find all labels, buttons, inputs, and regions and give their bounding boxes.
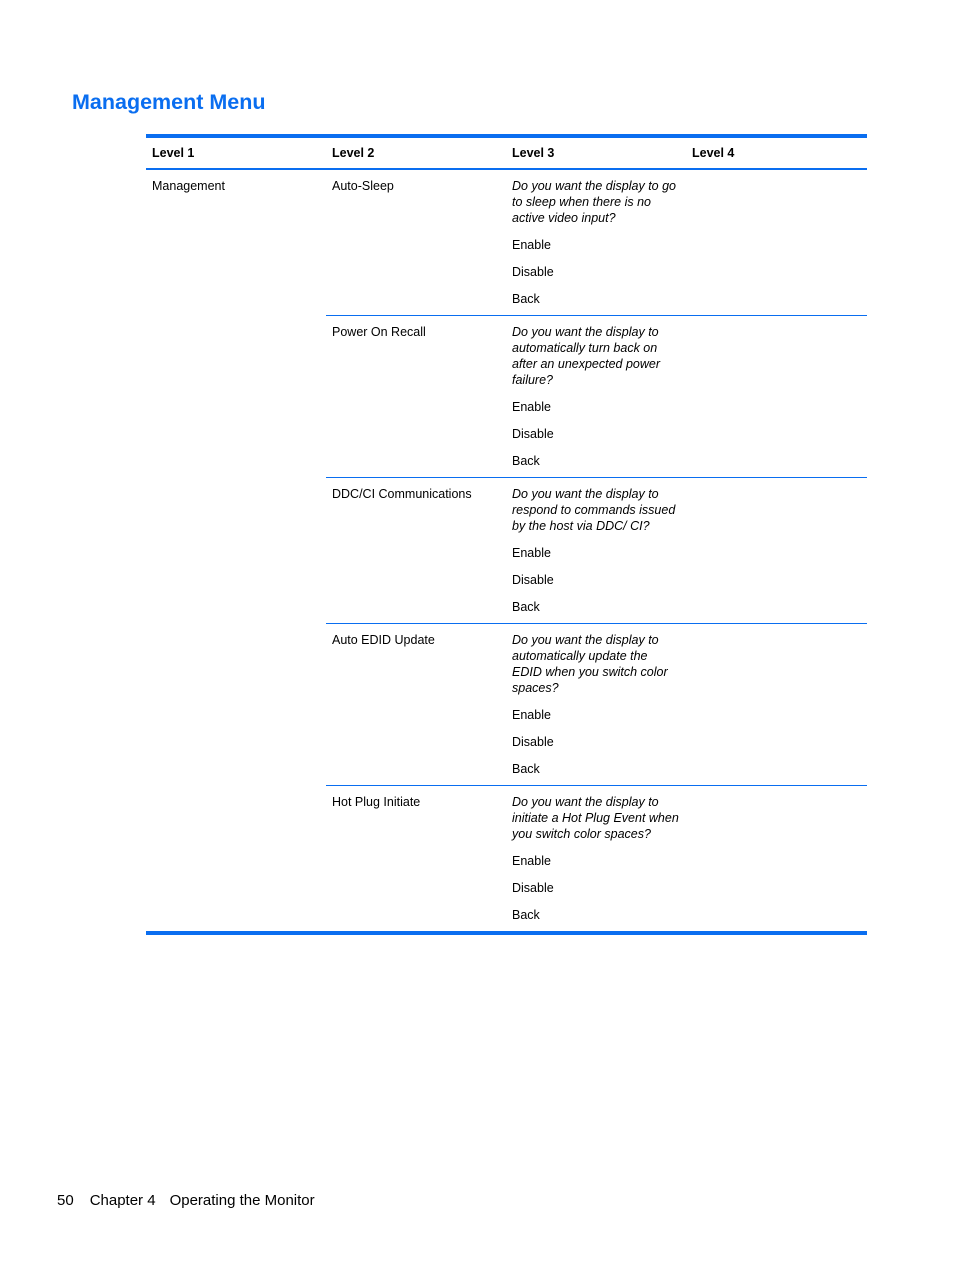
option-back: Back — [512, 454, 540, 468]
setting-question: Do you want the display to automatically update the EDID when you switch color spaces? — [512, 633, 668, 695]
option-enable: Enable — [512, 238, 551, 252]
option-disable: Disable — [512, 427, 554, 441]
level3-cell — [506, 316, 686, 477]
header-level-2: Level 2 — [332, 146, 375, 160]
table-header — [146, 138, 867, 170]
option-enable: Enable — [512, 400, 551, 414]
chapter-title: Operating the Monitor — [169, 1192, 315, 1209]
level2-rows — [326, 170, 867, 931]
option-disable: Disable — [512, 735, 554, 749]
level4-cell — [686, 478, 867, 623]
page-footer — [57, 1192, 331, 1209]
level4-cell — [686, 624, 867, 785]
header-level-1: Level 1 — [152, 146, 195, 160]
level4-cell — [686, 786, 867, 931]
level3-cell — [506, 170, 686, 315]
level2-cell: Auto-Sleep — [332, 179, 394, 193]
setting-question: Do you want the display to go to sleep when there is no active video input? — [512, 179, 676, 225]
option-back: Back — [512, 908, 540, 922]
level3-cell — [506, 786, 686, 931]
setting-question: Do you want the display to initiate a Hot Plug Event when you switch color spaces? — [512, 795, 679, 841]
page-title: Management Menu — [72, 90, 266, 114]
option-back: Back — [512, 762, 540, 776]
option-disable: Disable — [512, 881, 554, 895]
option-back: Back — [512, 292, 540, 306]
level2-cell: Power On Recall — [332, 325, 426, 339]
table-row — [326, 477, 867, 623]
level2-cell: Auto EDID Update — [332, 633, 435, 647]
page-number: 50 — [57, 1192, 74, 1209]
option-back: Back — [512, 600, 540, 614]
level4-cell — [686, 316, 867, 477]
table-body — [146, 170, 867, 931]
option-disable: Disable — [512, 573, 554, 587]
level4-cell — [686, 170, 867, 315]
table-row — [326, 623, 867, 785]
level3-cell — [506, 478, 686, 623]
setting-question: Do you want the display to automatically turn back on after an unexpected power failure? — [512, 325, 661, 387]
table-row — [326, 785, 867, 931]
table-row — [326, 170, 867, 315]
header-level-3: Level 3 — [512, 146, 555, 160]
level2-cell: DDC/CI Communications — [332, 487, 472, 501]
level1-cell: Management — [152, 179, 225, 193]
option-enable: Enable — [512, 854, 551, 868]
header-level-4: Level 4 — [692, 146, 735, 160]
level2-cell: Hot Plug Initiate — [332, 795, 421, 809]
setting-question: Do you want the display to respond to commands issued by the host via DDC/ CI? — [512, 487, 676, 533]
chapter-label: Chapter 4 — [89, 1192, 156, 1209]
management-menu-table — [146, 134, 867, 935]
table-row — [326, 315, 867, 477]
option-enable: Enable — [512, 708, 551, 722]
option-enable: Enable — [512, 546, 551, 560]
option-disable: Disable — [512, 265, 554, 279]
level3-cell — [506, 624, 686, 785]
